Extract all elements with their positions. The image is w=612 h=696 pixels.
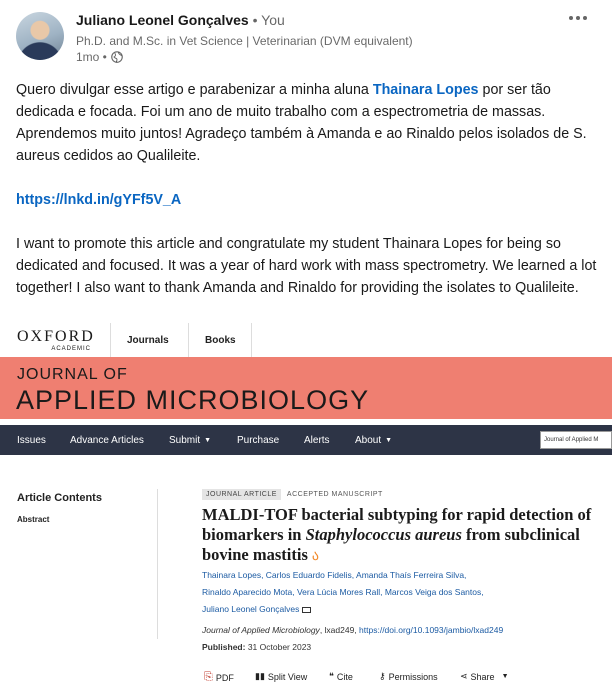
article-authors [202,567,602,618]
caret-down-icon: ▼ [385,436,393,444]
author-line [76,12,285,28]
journal-title-line1: JOURNAL OF [17,366,128,383]
permissions-button [379,671,438,682]
split-view-button [255,671,307,682]
caret-down-icon: ▼ [204,436,212,444]
authors-line: Juliano Leonel Gonçalves [202,604,300,614]
column-divider [157,489,158,639]
post-text-segment: por ser tão dedicada e focada. Foi um ano de muito trabalho com a espectrometria de massas. Aprendemos muito juntos! Agradeço também à Amanda e ao Rinaldo pelos isolados de S. aureus cedidos ao Qualileite. [16,82,587,164]
cite-label: Cite [336,671,353,682]
post-body [16,79,600,299]
post-text-english: I want to promote this article and congratulate my student Thainara Lopes for being so dedicated and focused. It was a year of hard work with mass spectrometry. We learned a lot together! I also want to thank Amanda and Rinaldo for providing the isolates to Qualileite. [16,236,597,296]
share-button [460,671,509,682]
oup-top-bar [0,323,612,357]
post-header [0,0,612,66]
nav-submit [169,425,211,455]
post-meta [76,50,123,64]
published-value: 31 October 2023 [247,642,312,652]
article-area [0,455,612,696]
more-horizontal-icon[interactable] [564,8,592,28]
article-toolbar [0,663,612,696]
split-view-label: Split View [267,671,308,682]
tab-journals: Journals [110,323,188,357]
key-icon: ⚷ [379,671,386,681]
open-access-icon: ა [311,547,319,563]
nav-issues: Issues [17,434,46,446]
split-view-icon: ▮▮ [255,671,265,681]
article-contents-title: Article Contents [17,492,102,504]
published-date [202,642,311,652]
author-avatar[interactable] [16,12,64,60]
logo-word-academic: ACADEMIC [51,346,91,352]
logo-word-oxford: OXFORD [17,328,95,345]
authors-line: Thainara Lopes, Carlos Eduardo Fidelis, Amanda Thaís Ferreira Silva, [202,570,467,580]
permissions-label: Permissions [388,671,438,682]
article-tags [202,489,383,500]
quote-icon: ❝ [329,671,334,681]
share-label: Share [470,671,495,682]
nav-advance-articles: Advance Articles [70,434,144,446]
nav-submit-label: Submit [169,434,201,446]
nav-about-label: About [355,434,382,446]
nav-alerts: Alerts [304,434,330,446]
mention-link[interactable]: Thainara Lopes [372,82,479,98]
nav-about [355,425,392,455]
author-headline: Ph.D. and M.Sc. in Vet Science | Veterinarian (DVM equivalent) [76,34,413,48]
nav-purchase: Purchase [237,434,280,446]
journal-search-box: Journal of Applied M [540,431,612,449]
article-citation [202,625,503,635]
globe-icon [111,51,123,63]
author-you-label: You [261,12,285,28]
oxford-academic-logo [17,329,93,353]
post-text-segment: Quero divulgar esse artigo e parabenizar a minha aluna [16,82,373,98]
authors-line: Rinaldo Aparecido Mota, Vera Lúcia Mores Rall, Marcos Veiga dos Santos, [202,587,484,597]
author-name[interactable]: Juliano Leonel Gonçalves [76,12,249,28]
journal-article-tag: JOURNAL ARTICLE [202,489,281,500]
pdf-icon: ⎘ [204,671,213,683]
article-preview-image[interactable] [0,323,612,696]
article-title-species: Staphylococcus aureus [305,525,462,544]
mail-icon [302,607,311,613]
article-contents-abstract: Abstract [17,515,50,524]
journal-nav-bar [0,425,612,455]
caret-down-icon: ▼ [501,673,509,680]
citation-id: , lxad249, [319,625,360,635]
tab-books: Books [188,323,252,357]
accepted-manuscript-tag: ACCEPTED MANUSCRIPT [286,491,383,498]
cite-button [329,671,353,682]
published-label: Published: [202,642,246,652]
article-title-part: MALDI-TOF bacterial subtyping for rapid detection of biomarkers in [202,505,592,544]
article-title [202,505,602,565]
article-title-part: from subclinical bovine mastitis [202,525,580,564]
citation-journal: Journal of Applied Microbiology [202,625,320,635]
share-icon: ⋖ [460,671,468,681]
journal-banner [0,357,612,419]
post-text-portuguese [16,79,600,167]
citation-doi: https://doi.org/10.1093/jambio/lxad249 [359,625,504,635]
journal-title-line2: APPLIED MICROBIOLOGY [16,385,370,415]
pdf-button [204,671,234,684]
post-time: 1mo • [76,50,107,64]
author-separator: • [248,12,262,28]
post-short-link[interactable]: https://lnkd.in/gYFf5V_A [16,192,182,208]
pdf-label: PDF [215,672,234,683]
